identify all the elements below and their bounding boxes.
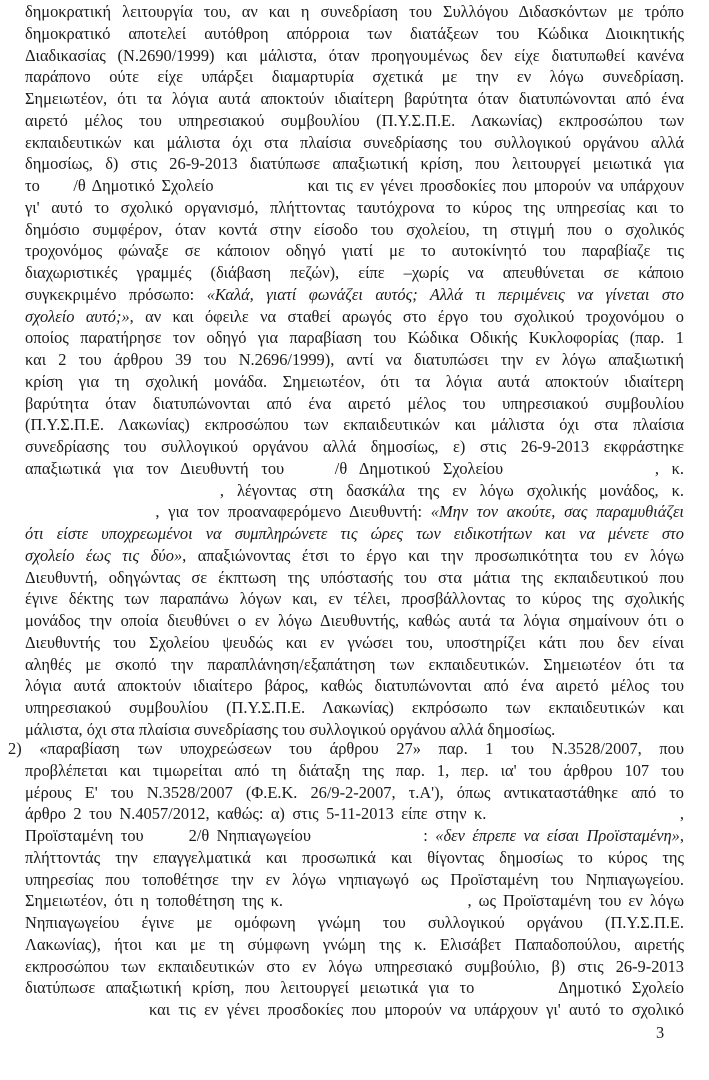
text-line: [25, 284, 684, 306]
text-line: [25, 675, 684, 697]
line-text: τροχονόμος φώναξε σε κάποιον οδηγό γιατί με το αυτοκίνητό του παραβίαζε τις: [25, 241, 684, 261]
line-text: γι' αυτό το σχολικό οργανισμό, πλήττοντας ταυτόχρονα το κύρος της υπηρεσίας και το: [25, 197, 684, 217]
text-line: [25, 240, 684, 262]
quoted-text: «Καλά, γιατί φωνάζει αυτός; Αλλά τι περιμένεις να γίνεται στο: [206, 284, 684, 304]
line-text: Νηπιαγωγείου έγινε με ομόφωνη γνώμη του συλλογικού οργάνου (Π.Υ.Σ.Π.Ε.: [25, 913, 684, 932]
quoted-text: «Μην τον ακούτε, σας παραμυθιάζει: [430, 502, 684, 522]
text-line: [25, 110, 684, 132]
text-line: [25, 567, 684, 589]
line-text: εκπαιδευτικών και μάλιστα όχι στα πλαίσια συνεδρίασης του συλλογικού οργάνου αλλά: [25, 132, 684, 152]
line-text: , απαξιώνοντας έτσι το έργο και την προσωπικότητα του εν λόγω: [182, 545, 684, 565]
text-line: [25, 132, 684, 154]
quoted-text: σχολείο έως τις δύο»: [25, 545, 183, 565]
line-text: δημόσιο συμφέρον, όταν κοντά στην είσοδο του σχολείου, τη στιγμή που ο σχολικός: [25, 219, 684, 239]
text-line: [25, 890, 684, 912]
line-text: , λέγοντας στη δασκάλα της εν λόγω σχολικής μονάδος, κ.: [25, 480, 684, 500]
text-line: [25, 610, 684, 632]
line-text: δημοκρατική λειτουργία του, αν και η συνεδρίαση του Συλλόγου Διδασκόντων με τρόπο: [25, 2, 684, 21]
line-text: δημοκρατικό αποτελεί αυτόθροη απόρροια των διατάξεων του Κώδικα Διοικητικής: [25, 23, 684, 43]
line-text: διαχωριστικές γραμμές (διάβαση πεζών), είπε –χωρίς να απευθύνεται σε κάποιο: [25, 263, 684, 282]
text-line: [25, 760, 684, 782]
line-text: , για τον προαναφερόμενο Διευθυντή:: [25, 502, 431, 522]
line-text: το /θ Δημοτικό Σχολείο και τις εν γένει προσδοκίες που μπορούν να υπάρχουν: [25, 176, 684, 195]
line-text: και 2 του άρθρου 39 του Ν.2696/1999), αντί να διατυπώσει την εν λόγω απαξιωτική: [25, 350, 684, 369]
text-line: [25, 588, 684, 610]
quoted-text: ότι είστε υποχρεωμένοι να συμπληρώνετε τις ώρες των ειδικοτήτων και να μένετε στο: [25, 524, 684, 543]
text-line: [25, 436, 684, 458]
text-line: [25, 371, 684, 393]
text-line: [25, 45, 684, 67]
text-line: [25, 66, 684, 88]
text-line: [25, 327, 684, 349]
text-line: [25, 977, 684, 999]
line-text: Σημειωτέον, ότι η τοποθέτηση της κ. , ως Προϊσταμένη του εν λόγω: [25, 891, 684, 911]
line-text: κρίση για τη σχολική μονάδα. Σημειωτέον, ότι τα λόγια αυτά αποκτούν ιδιαίτερη: [25, 371, 684, 391]
text-line: [25, 23, 684, 45]
line-text: αιρετό μέλος του υπηρεσιακού συμβουλίου (Π.Υ.Σ.Π.Ε. Λακωνίας) εκπροσώπου των: [25, 110, 684, 130]
text-line: [25, 782, 684, 804]
line-text: Σημειωτέον, ότι τα λόγια αυτά αποκτούν ιδιαίτερη βαρύτητα όταν διατυπώνονται από ένα: [25, 89, 684, 108]
line-text: αληθές με σκοπό την παραπλάνηση/εξαπάτηση των εκπαιδευτικών. Σημειωτέον ότι τα: [25, 654, 684, 674]
text-line: [25, 414, 684, 436]
line-text: λόγια αυτά αποκτούν ιδιαίτερο βάρος, καθώς διατυπώνονται από ένα αιρετό μέλος του: [25, 676, 684, 696]
text-line: [25, 523, 684, 545]
line-text: Λακωνίας), ήτοι και με τη σύμφωνη γνώμη της κ. Ελισάβετ Παπαδοπούλου, αιρετής: [25, 934, 684, 954]
line-text: δημοσίως, δ) στις 26-9-2013 διατύπωσε απαξιωτική κρίση, που λειτουργεί μειωτικά για: [25, 154, 684, 174]
line-text: συγκεκριμένο πρόσωπο:: [25, 284, 207, 304]
text-line: [25, 197, 684, 219]
line-text: απαξιωτικά για τον Διευθυντή του /θ Δημοτικού Σχολείου , κ.: [25, 458, 684, 478]
line-text: πλήττοντάς την επαγγελματικά και προσωπικά και θίγοντας δημοσίως το κύρος της: [25, 847, 684, 867]
text-line: [25, 393, 684, 415]
line-text: μονάδος την οποία διευθύνει ο εν λόγω Διευθυντής, καθώς αυτά τα λόγια σημαίνουν ότι ο: [25, 611, 684, 630]
text-line: [25, 153, 684, 175]
text-line: [25, 306, 684, 328]
text-line: [25, 825, 684, 847]
line-text: 2) «παραβίαση των υποχρεώσεων του άρθρου 27» παρ. 1 του Ν.3528/2007, που: [8, 739, 684, 758]
text-line: [25, 219, 684, 241]
text-line: [25, 956, 684, 978]
text-line: [25, 262, 684, 284]
text-line: [25, 912, 684, 934]
line-text: Προϊσταμένη του 2/θ Νηπιαγωγείου :: [25, 826, 436, 845]
line-text: παράπονο ούτε είχε υπάρξει διαμαρτυρία σχετικά με την εν λόγω συνεδρίαση.: [25, 67, 684, 87]
line-text: προβλέπεται και τιμωρείται από τη διάταξη της παρ. 1, περ. ια' του άρθρου 107 του: [25, 760, 684, 780]
text-line: [25, 501, 684, 523]
text-line: [25, 803, 684, 825]
text-line: [25, 458, 684, 480]
text-line: [25, 175, 684, 197]
text-line: [25, 632, 684, 654]
line-text: (Π.Υ.Σ.Π.Ε. Λακωνίας) εκπροσώπου των εκπαιδευτικών και μάλιστα όχι στα πλαίσια: [25, 415, 684, 435]
line-text: Διευθυντής του Σχολείου ψευδώς και εν γνώσει του, υποστηρίζει κάτι που δεν είναι: [25, 632, 684, 652]
line-text: , αν και όφειλε να σταθεί αρωγός στο έργο του σχολικού τροχονόμου ο: [129, 306, 684, 326]
line-text: μέρους Ε' του Ν.3528/2007 (Φ.Ε.Κ. 26/9-2-2007, τ.Α'), όπως αντικαταστάθηκε από το: [25, 782, 684, 802]
line-text: βαρύτητα όταν διατυπώνονται από ένα αιρετό μέλος του υπηρεσιακού συμβουλίου: [25, 393, 684, 413]
text-line: [25, 545, 684, 567]
text-line: [25, 349, 684, 371]
line-text: συνεδρίασης του συλλογικού οργάνου αλλά δημοσίως, ε) στις 26-9-2013 εκφράστηκε: [25, 437, 684, 456]
line-text: και τις εν γένει προσδοκίες που μπορούν να υπάρχουν γι' αυτό το σχολικό: [25, 1000, 684, 1019]
line-text: οποίος παρατήρησε τον οδηγό για παραβίαση του Κώδικα Οδικής Κυκλοφορίας (παρ. 1: [25, 328, 684, 348]
text-line: [25, 697, 684, 719]
text-line: [25, 1, 684, 23]
line-text: υπηρεσίας που τοποθέτησε την εν λόγω νηπιαγωγό ως Προϊσταμένη του Νηπιαγωγείου.: [25, 869, 684, 889]
text-line: [25, 654, 684, 676]
quoted-text: σχολείο αυτό;»: [25, 306, 130, 326]
line-text: Διευθυντή, οδηγώντας σε έκπτωση της υπόστασής του στα μάτια της εκπαιδευτικού που: [25, 567, 684, 587]
line-text: έγινε δέκτης των παραπάνω λόγων και, εν τέλει, προσβάλλοντας το κύρος της σχολικής: [25, 589, 684, 609]
text-line: [25, 869, 684, 891]
line-text: μάλιστα, όχι στα πλαίσια συνεδρίασης του συλλογικού οργάνου αλλά δημοσίως.: [25, 719, 556, 739]
line-text: εκπροσώπου των εκπαιδευτικών στο εν λόγω υπηρεσιακό συμβούλιο, β) στις 26-9-2013: [25, 956, 684, 976]
text-line: [25, 88, 684, 110]
text-line: [25, 480, 684, 502]
line-text: άρθρο 2 του Ν.4057/2012, καθώς: α) στις 5-11-2013 είπε στην κ. ,: [25, 804, 684, 824]
line-text: διατύπωσε απαξιωτική κρίση, που λειτουργεί μειωτικά για το Δημοτικό Σχολείο: [25, 978, 684, 998]
quoted-text: «δεν έπρεπε να είσαι Προϊσταμένη»: [435, 826, 680, 845]
line-text: ,: [679, 826, 684, 845]
page-number: 3: [656, 1023, 665, 1042]
text-line: [25, 847, 684, 869]
text-line: [25, 934, 684, 956]
line-text: Διαδικασίας (Ν.2690/1999) και μάλιστα, όταν προηγουμένως δεν είχε διατυπωθεί κανένα: [25, 45, 684, 65]
text-line: [25, 999, 684, 1021]
text-line: [8, 738, 684, 760]
line-text: υπηρεσιακού συμβουλίου (Π.Υ.Σ.Π.Ε. Λακωνίας) εκπρόσωπο των εκπαιδευτικών και: [25, 698, 684, 717]
